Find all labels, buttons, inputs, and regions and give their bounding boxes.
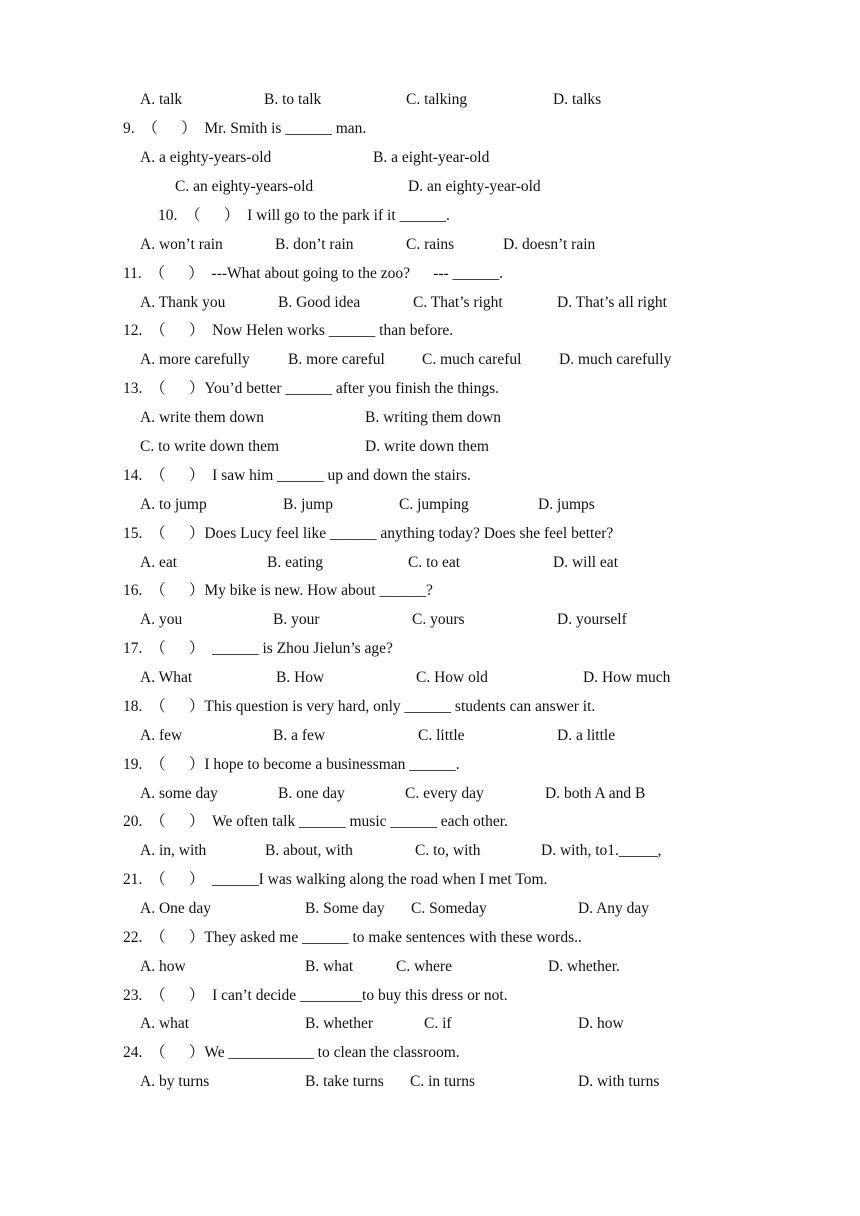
answer-option: B. eating <box>267 554 323 571</box>
answer-option: C. jumping <box>399 496 469 513</box>
answer-option: A. by turns <box>140 1073 210 1090</box>
answer-option: D. talks <box>553 91 602 108</box>
answer-option: B. one day <box>278 785 345 802</box>
answer-option: A. some day <box>140 785 218 802</box>
answer-option: C. yours <box>412 611 465 628</box>
answer-option: D. much carefully <box>559 351 672 368</box>
answer-option: B. a few <box>273 727 326 744</box>
answer-option: C. every day <box>405 785 484 802</box>
answer-option: B. writing them down <box>365 409 502 426</box>
question-stem: 17. （ ） ______ is Zhou Jielun’s age? <box>123 640 393 657</box>
question-stem: 22. （ ）They asked me ______ to make sentences with these words.. <box>123 929 582 946</box>
answer-option: C. Someday <box>411 900 487 917</box>
answer-option: D. how <box>578 1015 624 1032</box>
answer-option: D. a little <box>557 727 616 744</box>
answer-option: D. with turns <box>578 1073 660 1090</box>
answer-option: C. to write down them <box>140 438 280 455</box>
answer-option: B. jump <box>283 496 333 513</box>
answer-option: A. how <box>140 958 186 975</box>
question-stem: 10. （ ） I will go to the park if it ______. <box>158 207 450 224</box>
answer-option: C. little <box>418 727 465 744</box>
answer-option: A. you <box>140 611 183 628</box>
answer-option: B. don’t rain <box>275 236 354 253</box>
answer-option: B. more careful <box>288 351 385 368</box>
answer-option: B. about, with <box>265 842 353 859</box>
answer-option: D. Any day <box>578 900 650 917</box>
answer-option: C. much careful <box>422 351 522 368</box>
answer-option: C. rains <box>406 236 455 253</box>
answer-option: A. One day <box>140 900 212 917</box>
question-stem: 16. （ ）My bike is new. How about ______? <box>123 582 433 599</box>
answer-option: D. write down them <box>365 438 489 455</box>
question-stem: 20. （ ） We often talk ______ music ______ each other. <box>123 813 508 830</box>
answer-option: B. Some day <box>305 900 385 917</box>
question-stem: 19. （ ）I hope to become a businessman ______. <box>123 756 460 773</box>
answer-option: B. Good idea <box>278 294 361 311</box>
question-stem: 18. （ ）This question is very hard, only ______ students can answer it. <box>123 698 596 715</box>
answer-option: C. How old <box>416 669 488 686</box>
answer-option: D. That’s all right <box>557 294 667 311</box>
question-stem: 13. （ ）You’d better ______ after you finish the things. <box>123 380 499 397</box>
answer-option: D. jumps <box>538 496 595 513</box>
answer-option: C. if <box>424 1015 452 1032</box>
answer-option: C. to, with <box>415 842 481 859</box>
answer-option: A. in, with <box>140 842 207 859</box>
answer-option: D. both A and B <box>545 785 646 802</box>
answer-option: C. an eighty-years-old <box>175 178 314 195</box>
question-stem: 9. （ ） Mr. Smith is ______ man. <box>123 120 367 137</box>
answer-option: D. yourself <box>557 611 627 628</box>
answer-option: B. whether <box>305 1015 374 1032</box>
answer-option: A. what <box>140 1015 190 1032</box>
answer-option: B. what <box>305 958 354 975</box>
answer-option: B. a eight-year-old <box>373 149 490 166</box>
answer-option: A. won’t rain <box>140 236 223 253</box>
answer-option: A. What <box>140 669 193 686</box>
answer-option: C. talking <box>406 91 468 108</box>
question-stem: 14. （ ） I saw him ______ up and down the stairs. <box>123 467 471 484</box>
answer-option: B. take turns <box>305 1073 384 1090</box>
answer-option: B. How <box>276 669 325 686</box>
question-stem: 23. （ ） I can’t decide ________to buy this dress or not. <box>123 987 508 1004</box>
answer-option: A. to jump <box>140 496 207 513</box>
answer-option: D. whether. <box>548 958 620 975</box>
question-stem: 21. （ ） ______I was walking along the road when I met Tom. <box>123 871 548 888</box>
answer-option: D. doesn’t rain <box>503 236 596 253</box>
answer-option: D. an eighty-year-old <box>408 178 541 195</box>
answer-option: D. How much <box>583 669 671 686</box>
answer-option: C. to eat <box>408 554 461 571</box>
answer-option: B. your <box>273 611 320 628</box>
answer-option: A. Thank you <box>140 294 226 311</box>
answer-option: A. eat <box>140 554 178 571</box>
question-stem: 15. （ ）Does Lucy feel like ______ anything today? Does she feel better? <box>123 525 614 542</box>
answer-option: A. a eighty-years-old <box>140 149 272 166</box>
question-stem: 11. （ ） ---What about going to the zoo? --- ______. <box>123 265 503 282</box>
answer-option: B. to talk <box>264 91 322 108</box>
answer-option: C. where <box>396 958 452 975</box>
answer-option: D. with, to1._____, <box>541 842 662 859</box>
answer-option: A. more carefully <box>140 351 250 368</box>
answer-option: C. in turns <box>410 1073 476 1090</box>
answer-option: A. talk <box>140 91 183 108</box>
answer-option: A. write them down <box>140 409 264 426</box>
question-stem: 12. （ ） Now Helen works ______ than before. <box>123 322 454 339</box>
answer-option: C. That’s right <box>413 294 503 311</box>
answer-option: A. few <box>140 727 183 744</box>
answer-option: D. will eat <box>553 554 618 571</box>
question-stem: 24. （ ）We ___________ to clean the classroom. <box>123 1044 460 1061</box>
